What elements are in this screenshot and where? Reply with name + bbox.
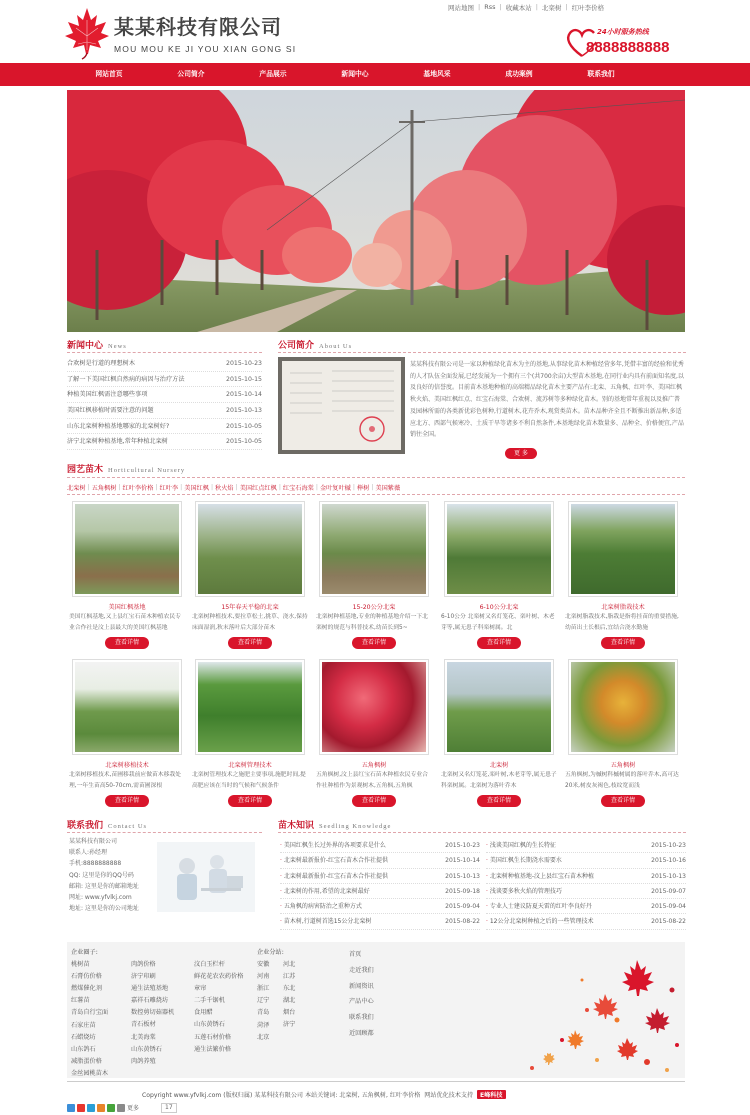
header	[0, 0, 750, 62]
knowledge-date: 2015-09-04	[651, 903, 686, 911]
contact-phone: 手机:8888888888	[69, 860, 122, 868]
footer-nav-link[interactable]: 联系我们	[349, 1014, 374, 1022]
branch-link[interactable]: 青岛	[257, 1009, 270, 1017]
tech-support-brand[interactable]: E峰科技	[477, 1090, 505, 1099]
news-date: 2015-10-05	[226, 438, 262, 446]
footer-col-5	[283, 959, 295, 1032]
divider	[278, 352, 686, 353]
news-title	[67, 338, 127, 352]
about-title	[278, 338, 352, 352]
share-weibo-icon[interactable]	[77, 1104, 85, 1112]
product-name[interactable]: 北栾树管理技术	[228, 762, 272, 769]
top-links	[448, 3, 604, 12]
nav-products[interactable]: 产品展示	[259, 70, 287, 78]
product-image[interactable]	[195, 501, 305, 597]
friend-link[interactable]: 北美海棠	[131, 1033, 156, 1041]
view-details-button[interactable]: 查看详情	[105, 795, 149, 807]
license-paper	[282, 361, 401, 450]
view-details-button[interactable]: 查看详情	[477, 637, 521, 649]
product-name[interactable]: 6-10公分北栾	[479, 604, 519, 611]
product-name[interactable]: 美国红枫基地	[108, 604, 146, 611]
footer-nav-link[interactable]: 走近我们	[349, 966, 374, 974]
branch-link[interactable]: 浙江	[257, 985, 270, 993]
news-date: 2015-10-15	[226, 375, 262, 383]
friend-link[interactable]: 肉鸽养殖	[131, 1057, 156, 1065]
footer-divider	[67, 1081, 685, 1082]
about-title-en: About Us	[319, 343, 353, 350]
friend-link[interactable]: 石膏仿价格	[71, 973, 102, 981]
friend-link[interactable]: 汶白玉栏杆	[194, 961, 225, 968]
hotline-number: 8888888888	[586, 39, 670, 56]
product-image[interactable]	[568, 501, 678, 597]
friend-link[interactable]: 济宁印刷	[131, 973, 156, 981]
list-item[interactable]	[280, 853, 480, 868]
knowledge-date: 2015-09-07	[651, 887, 686, 895]
list-item[interactable]	[67, 403, 262, 419]
knowledge-link[interactable]: · 浅谈要多秋火焰的管理技巧	[486, 884, 636, 898]
list-item[interactable]	[486, 899, 686, 914]
knowledge-date: 2015-10-23	[445, 842, 480, 849]
divider	[67, 832, 262, 833]
about-more-button[interactable]: 更 多	[505, 448, 537, 459]
product-image[interactable]	[444, 501, 554, 597]
product-image[interactable]	[72, 501, 182, 597]
contact-title-cn[interactable]: 联系我们	[67, 821, 104, 831]
nav-home[interactable]: 网站首页	[95, 70, 123, 78]
top-link-sitemap[interactable]: 网站地图	[448, 4, 474, 12]
knowledge-link[interactable]: · 美国红枫生长过外界的各项要求是什么	[280, 838, 430, 852]
separator: |	[155, 483, 158, 491]
friend-link[interactable]: 红薯苗	[71, 997, 90, 1005]
list-item[interactable]	[486, 914, 686, 929]
knowledge-link[interactable]: · 北栾树种植基地-汶上县红宝石苗木种植	[486, 869, 636, 883]
product-card	[440, 656, 558, 808]
contact-company: 某某科技有限公司	[69, 838, 118, 845]
divider	[67, 352, 262, 353]
contact-email: 邮箱: 这里是你的邮箱地址	[69, 882, 139, 890]
footer-nav-link[interactable]: 新闻资讯	[349, 982, 374, 990]
product-card	[315, 498, 433, 650]
product-name[interactable]: 五角枫树	[610, 762, 636, 769]
separator: |	[210, 483, 214, 491]
category-link[interactable]: 五角枫树	[91, 484, 117, 492]
branch-link[interactable]: 烟台	[283, 1009, 296, 1017]
knowledge-date: 2015-08-22	[651, 918, 686, 926]
top-link-beiluan[interactable]: 北栾树	[541, 4, 562, 12]
list-item[interactable]	[486, 869, 686, 884]
maple-leaves-decoration	[487, 950, 685, 1078]
view-details-button[interactable]: 查看详情	[352, 637, 396, 649]
footer-nav-link[interactable]: 近回顾都	[349, 1029, 374, 1037]
news-link[interactable]: 美国红枫移植时需要注意的问题	[67, 407, 154, 415]
footer-links	[67, 942, 685, 1078]
category-bar	[67, 481, 685, 493]
news-date: 2015-10-13	[226, 407, 262, 415]
red-maple-trees-photo	[67, 90, 685, 332]
share-qzone-icon[interactable]	[67, 1104, 75, 1112]
knowledge-section	[278, 818, 686, 938]
branch-link[interactable]: 北京	[257, 1033, 270, 1041]
knowledge-date: 2015-10-13	[651, 872, 686, 880]
knowledge-date: 2015-10-14	[445, 857, 480, 865]
friend-link[interactable]: 桃树苗	[71, 961, 90, 969]
friend-link[interactable]: 金丝园桃苗木	[71, 1069, 109, 1077]
separator: |	[499, 3, 502, 11]
friend-link[interactable]: 嘉祥石雕烧坊	[131, 997, 169, 1005]
contact-title-en: Contact Us	[108, 823, 148, 830]
product-name[interactable]: 15年春天平稳的北栾	[221, 604, 279, 611]
product-desc: 北栾树种植技术,要拉草松土,挑草、浇水,保持床面湿润,秋末落叶后大部分苗木	[192, 614, 308, 631]
contact-person: 联系人:孙经理	[69, 849, 108, 857]
friend-link[interactable]: 通生法繁价格	[194, 1045, 232, 1053]
knowledge-link[interactable]: · 五角枫的病害防治之重种方式	[280, 899, 430, 913]
category-link[interactable]: 北栾树	[67, 484, 86, 492]
share-counter: 17	[161, 1103, 177, 1113]
view-details-button[interactable]: 查看详情	[477, 795, 521, 807]
product-desc: 北栾树种植基地,专业的种植基地介绍一下北栾树的规范与科普技术,幼苗长到5~	[316, 614, 428, 631]
tech-support-label: 网站优化技术支持	[424, 1092, 474, 1099]
footer-col-6	[349, 947, 374, 1042]
footer-nav-link[interactable]: 产品中心	[349, 998, 374, 1006]
product-card	[440, 498, 558, 650]
knowledge-list-left	[280, 838, 480, 930]
knowledge-title	[278, 818, 391, 832]
category-link[interactable]: 红宝石海棠	[282, 484, 314, 492]
product-desc: 五角枫树,汶上县红宝石苗木种植农民专业合作社种植作为景观树木,五角枫,五角枫	[316, 772, 428, 789]
separator: |	[565, 3, 568, 11]
news-title-en: News	[108, 343, 127, 350]
view-details-button[interactable]: 查看详情	[601, 637, 645, 649]
view-details-button[interactable]: 查看详情	[601, 795, 645, 807]
knowledge-date: 2015-08-22	[445, 918, 480, 926]
top-link-bookmark[interactable]: 收藏本站	[505, 4, 532, 12]
product-image[interactable]	[568, 659, 678, 755]
share-more-icon[interactable]	[117, 1104, 125, 1112]
knowledge-link[interactable]: · 北栾树最新报价-红宝石苗木合作社提供	[280, 853, 430, 867]
friend-link[interactable]: 章帘	[194, 985, 207, 993]
friend-link[interactable]: 通生法殖基地	[131, 985, 169, 993]
contact-title	[67, 818, 147, 832]
list-item[interactable]	[67, 434, 262, 450]
separator: |	[278, 483, 281, 491]
product-name[interactable]: 15-20公分北栾	[352, 604, 396, 611]
products-title-cn[interactable]: 园艺苗木	[67, 465, 104, 475]
product-desc: 北栾树脂栽技术,脂栽是指将挂苗的重要措施,幼苗出土长根后,宜结合浇水勤施	[565, 614, 679, 631]
friend-link[interactable]: 石家庄苗	[71, 1021, 96, 1029]
share-bar	[67, 1103, 139, 1112]
product-card	[191, 656, 309, 808]
product-image[interactable]	[195, 659, 305, 755]
category-link[interactable]: 红叶李价格	[122, 484, 154, 492]
news-link[interactable]: 种植美国红枫需注意哪些事项	[67, 391, 148, 399]
view-details-button[interactable]: 查看详情	[352, 795, 396, 807]
share-more-label[interactable]: 更多	[127, 1105, 140, 1112]
news-date: 2015-10-05	[226, 422, 262, 430]
nav-cases[interactable]: 成功案例	[505, 70, 533, 78]
list-item[interactable]	[280, 884, 480, 899]
share-qq-icon[interactable]	[87, 1104, 95, 1112]
list-item[interactable]	[280, 838, 480, 853]
list-item[interactable]	[280, 914, 480, 929]
list-item[interactable]	[67, 372, 262, 388]
product-desc: 北栾树移植技术,苗圃移栽前应做苗木移栽处理,一年生苗高50-70cm,需苗圃深根	[69, 772, 181, 789]
about-title-cn[interactable]: 公司简介	[278, 341, 315, 351]
about-text: 某某科技有限公司是一家以种植绿化苗木为主的基地,从事绿化苗木种植经营多年,凭借丰富的经验和优秀的人才队伍全面发展,已经发展为一个拥有三个(共700余亩)大型苗木基地,在同行业内具有前面知名度,以及良好的信誉度。目前苗木基地种植的高端精品绿化苗木主要产品有:北栾、五角枫、红叶李、美国红枫秋火焰、美国红枫红点、红宝石海棠、合欢树、流苏树等多种绿化苗木。别的基地常年重视以及推广普及园林所需的各类新优彩色树种,行道树木,花卉乔木,观赏类苗木。苗木品种齐全且不断推出新品种,多适应北方、西部气候寒冷、土质干旱等诸多不利自然条件,本基地绿化苗木数量多、品种全、价格便宜,产品销往全国。	[410, 361, 684, 439]
contact-qq: QQ: 这里是你的QQ号码	[69, 871, 134, 879]
category-link[interactable]: 红叶李	[159, 484, 179, 492]
knowledge-title-cn[interactable]: 苗木知识	[278, 821, 315, 831]
category-link[interactable]: 榉树	[356, 484, 370, 492]
company-name[interactable]: 某某科技有限公司	[114, 15, 282, 39]
footer-nav-link[interactable]: 首页	[349, 951, 362, 958]
knowledge-title-en: Seedling Knowledge	[319, 823, 392, 830]
footer-col-1	[71, 947, 108, 1078]
banner-image[interactable]	[67, 90, 685, 332]
news-link[interactable]: 合欢树是行道的理想树木	[67, 360, 136, 367]
knowledge-date: 2015-09-18	[445, 887, 480, 895]
friend-link[interactable]: 二手千锯机	[194, 997, 225, 1005]
list-item[interactable]	[280, 899, 480, 914]
friend-link[interactable]: 石蜡烧坊	[71, 1033, 96, 1041]
category-link[interactable]: 美国红点红枫	[239, 484, 277, 492]
branch-link[interactable]: 江苏	[283, 973, 296, 981]
news-link[interactable]: 济宁北栾树种植基地,常年种植北栾树	[67, 438, 168, 446]
separator: |	[235, 483, 238, 491]
view-details-button[interactable]: 查看详情	[228, 637, 272, 649]
contact-info	[69, 836, 264, 914]
top-link-rss[interactable]: Rss	[484, 3, 496, 11]
friend-link[interactable]: 山东黄锈石	[194, 1021, 225, 1029]
knowledge-link[interactable]: · 北栾树的作用,希望的北栾树最好	[280, 884, 430, 898]
products-title	[67, 462, 185, 476]
product-card	[564, 656, 682, 808]
news-section	[67, 338, 262, 458]
product-image[interactable]	[72, 659, 182, 755]
news-date: 2015-10-14	[226, 391, 262, 399]
separator: |	[180, 483, 183, 491]
separator: |	[535, 3, 538, 11]
about-section	[278, 338, 686, 458]
knowledge-link[interactable]: · 美国红枫生长期浇水需要水	[486, 853, 636, 867]
branch-link[interactable]: 济宁	[283, 1021, 296, 1029]
main-nav	[0, 63, 750, 86]
list-item[interactable]	[67, 387, 262, 403]
knowledge-date: 2015-10-23	[651, 842, 686, 849]
list-item[interactable]	[67, 419, 262, 435]
license-document-icon	[282, 361, 401, 450]
nav-base[interactable]: 基地风采	[423, 70, 451, 78]
product-desc: 6-10公分 北栾树又名灯笼花、栾叶树、木老芽等,属无患子科栾树属。北	[441, 614, 555, 631]
separator: |	[371, 483, 374, 491]
list-item[interactable]	[486, 838, 686, 853]
friend-link[interactable]: 减脂蛋价格	[71, 1057, 102, 1065]
news-date: 2015-10-23	[226, 360, 262, 367]
friend-links-label: 企业圈子:	[71, 949, 98, 956]
branch-links-label: 企业分站:	[257, 949, 284, 956]
share-renren-icon[interactable]	[97, 1104, 105, 1112]
product-desc: 北栾树又名灯笼花,栾叶树,木老芽等,属无患子科栾树属。北栾树为落叶乔木	[441, 772, 557, 789]
knowledge-date: 2015-09-04	[445, 903, 480, 911]
knowledge-link[interactable]: · 12公分北栾树种植之后的一些管理技术	[486, 914, 636, 928]
news-title-cn[interactable]: 新闻中心	[67, 341, 104, 351]
knowledge-date: 2015-10-13	[445, 872, 480, 880]
product-name[interactable]: 北栾树脂栽技术	[601, 604, 645, 611]
separator: |	[315, 483, 318, 491]
divider	[67, 494, 685, 495]
category-link[interactable]: 金叶复叶槭	[319, 484, 351, 492]
separator: |	[118, 483, 121, 491]
product-image[interactable]	[444, 659, 554, 755]
friend-link[interactable]: 食用醋	[194, 1009, 213, 1017]
product-desc: 北栾树管理技术之施肥主要事项,施肥时间,提高肥应该在当时的气候和气候条件	[192, 772, 306, 789]
view-details-button[interactable]: 查看详情	[228, 795, 272, 807]
friend-link[interactable]: 五莲石材价格	[194, 1033, 232, 1041]
maple-leaf-logo-icon[interactable]	[64, 6, 110, 60]
copyright	[142, 1090, 506, 1099]
branch-link[interactable]: 河南	[257, 973, 270, 981]
product-card	[68, 498, 186, 650]
contact-address: 地址: 这里是你的公司地址	[69, 905, 139, 913]
news-list	[67, 356, 262, 450]
separator: |	[352, 483, 355, 491]
knowledge-list-right	[486, 838, 686, 930]
news-link[interactable]: 了解一下美国红枫自然病的病因与治疗方法	[67, 375, 185, 383]
product-card	[315, 656, 433, 808]
branch-link[interactable]: 河北	[283, 961, 296, 968]
separator: |	[478, 3, 481, 11]
company-name-en: MOU MOU KE JI YOU XIAN GONG SI	[114, 44, 297, 54]
knowledge-link[interactable]: · 浅谈美国红枫的生长特征	[486, 838, 636, 852]
nav-about[interactable]: 公司简介	[177, 70, 205, 78]
share-wechat-icon[interactable]	[107, 1104, 115, 1112]
list-item[interactable]	[486, 853, 686, 868]
branch-link[interactable]: 辽宁	[257, 997, 270, 1005]
product-desc: 美国红枫基地,又上县红宝石苗木种植农民专业合作社是汶上县最大的美国红枫基地	[69, 614, 181, 631]
product-card	[191, 498, 309, 650]
list-item[interactable]	[280, 869, 480, 884]
knowledge-link[interactable]: · 北栾树最新报价-红宝石苗木合作社提供	[280, 869, 430, 883]
nav-news[interactable]: 新闻中心	[341, 70, 369, 78]
branch-link[interactable]: 菏泽	[257, 1021, 270, 1029]
business-license-image[interactable]	[278, 357, 405, 454]
knowledge-link[interactable]: · 苗木树,行道树首选15公分北栾树	[280, 914, 430, 928]
category-link[interactable]: 美国红枫	[184, 484, 209, 492]
product-name[interactable]: 北栾树移植技术	[105, 762, 149, 769]
branch-link[interactable]: 湖北	[283, 997, 296, 1005]
product-name[interactable]: 五角枫树	[361, 762, 387, 769]
list-item[interactable]	[67, 356, 262, 372]
friend-link[interactable]: 肉鸽价格	[131, 961, 156, 968]
product-card	[564, 498, 682, 650]
knowledge-date: 2015-10-16	[651, 857, 686, 865]
branch-link[interactable]: 安徽	[257, 961, 270, 969]
branch-link[interactable]: 东北	[283, 985, 296, 993]
category-link[interactable]: 美国紫薇	[375, 484, 401, 492]
friend-link[interactable]: 山东鸽石	[71, 1045, 96, 1053]
product-image[interactable]	[319, 501, 429, 597]
friend-link[interactable]: 青岛自行宝面	[71, 1009, 109, 1017]
news-link[interactable]: 山东北栾树种植基地哪家的北栾树好?	[67, 422, 170, 430]
product-desc: 五角枫树,为槭树科槭树属的落叶乔木,高可达20米,树皮灰褐色,枝纹宽而浅	[565, 772, 679, 789]
product-card	[68, 656, 186, 808]
view-details-button[interactable]: 查看详情	[105, 637, 149, 649]
friend-link[interactable]: 燃煤催化剂	[71, 985, 102, 993]
hotline-tag: 24小时服务热线	[597, 28, 649, 36]
friend-link[interactable]: 鲜花花农农药价格	[194, 973, 244, 981]
products-title-en: Horticultural Nursery	[108, 467, 186, 474]
product-name[interactable]: 北栾树	[489, 762, 509, 769]
footer-col-3	[194, 959, 244, 1056]
friend-link[interactable]: 山东黄锈石	[131, 1045, 162, 1053]
nav-contact[interactable]: 联系我们	[587, 70, 615, 78]
product-image[interactable]	[319, 659, 429, 755]
friend-link[interactable]: 数控剪切菇器机	[131, 1009, 175, 1017]
footer-col-4	[257, 947, 284, 1044]
copyright-text: Copyright www.yfvlkj.com (版权归属) 某某科技有限公司 本站关键词: 北栾树, 五角枫树, 红叶李价格	[142, 1092, 421, 1099]
knowledge-link[interactable]: · 专业人士建议防夏天雷的红叶李良好丹	[486, 899, 636, 913]
divider	[67, 477, 685, 478]
divider	[278, 832, 686, 833]
hotline	[564, 22, 694, 62]
top-link-price[interactable]: 红叶李价格	[571, 4, 605, 12]
footer-col-2	[131, 959, 174, 1068]
category-link[interactable]: 秋火焰	[215, 484, 234, 492]
list-item[interactable]	[486, 884, 686, 899]
contact-website: 网址: www.yfvlkj.com	[69, 894, 132, 902]
friend-link[interactable]: 青石板材	[131, 1021, 156, 1029]
separator: |	[87, 483, 90, 491]
contact-section	[67, 818, 262, 938]
